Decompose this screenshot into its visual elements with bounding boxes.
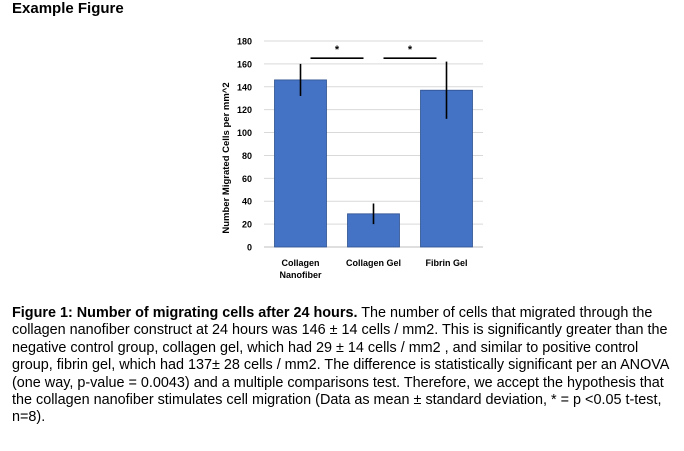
y-tick-160: 160 xyxy=(236,59,252,70)
significance-star-1: * xyxy=(407,44,413,57)
x-tick-0-0: Collagen xyxy=(281,258,320,268)
x-tick-0-1: Nanofiber xyxy=(279,270,322,280)
y-tick-100: 100 xyxy=(236,128,252,139)
y-tick-120: 120 xyxy=(236,105,252,116)
bar-chart xyxy=(215,30,505,292)
y-tick-40: 40 xyxy=(241,196,252,207)
x-tick-2-0: Fibrin Gel xyxy=(425,258,468,268)
significance-markers xyxy=(311,44,437,58)
caption-body: The number of cells that migrated through the collagen nanofiber construct at 24 hours was 146 ± 14 cells / mm2. This is significantly greater than the negative control group, collagen gel, which had 29 ± 14 cells / mm2 , and similar to positive control group, fibrin gel, which had 137± 28 cells / mm2. The difference is statistically significant per an ANOVA (one way, p-value = 0.0043) and a multiple comparisons test. Therefore, we accept the hypothesis that the collagen nanofiber stimulates cell migration (Data as mean ± standard deviation, * = p <0.05 t-test, n=8). xyxy=(12,305,669,426)
y-tick-20: 20 xyxy=(241,219,252,230)
y-tick-labels xyxy=(237,37,252,253)
bar-0 xyxy=(275,80,327,247)
significance-star-0: * xyxy=(334,44,340,57)
y-tick-140: 140 xyxy=(236,82,252,93)
y-tick-180: 180 xyxy=(236,36,252,47)
y-tick-0: 0 xyxy=(246,242,252,253)
x-tick-1-0: Collagen Gel xyxy=(345,258,402,268)
chart-svg xyxy=(215,30,505,292)
y-tick-80: 80 xyxy=(241,150,252,161)
y-tick-60: 60 xyxy=(241,173,252,184)
figure-caption xyxy=(12,305,674,427)
figure-heading: Example Figure xyxy=(12,0,124,17)
caption-title: Figure 1: Number of migrating cells after 24 hours. xyxy=(12,305,358,321)
x-tick-labels xyxy=(279,258,467,280)
y-axis-label: Number Migrated Cells per mm^2 xyxy=(221,82,232,234)
